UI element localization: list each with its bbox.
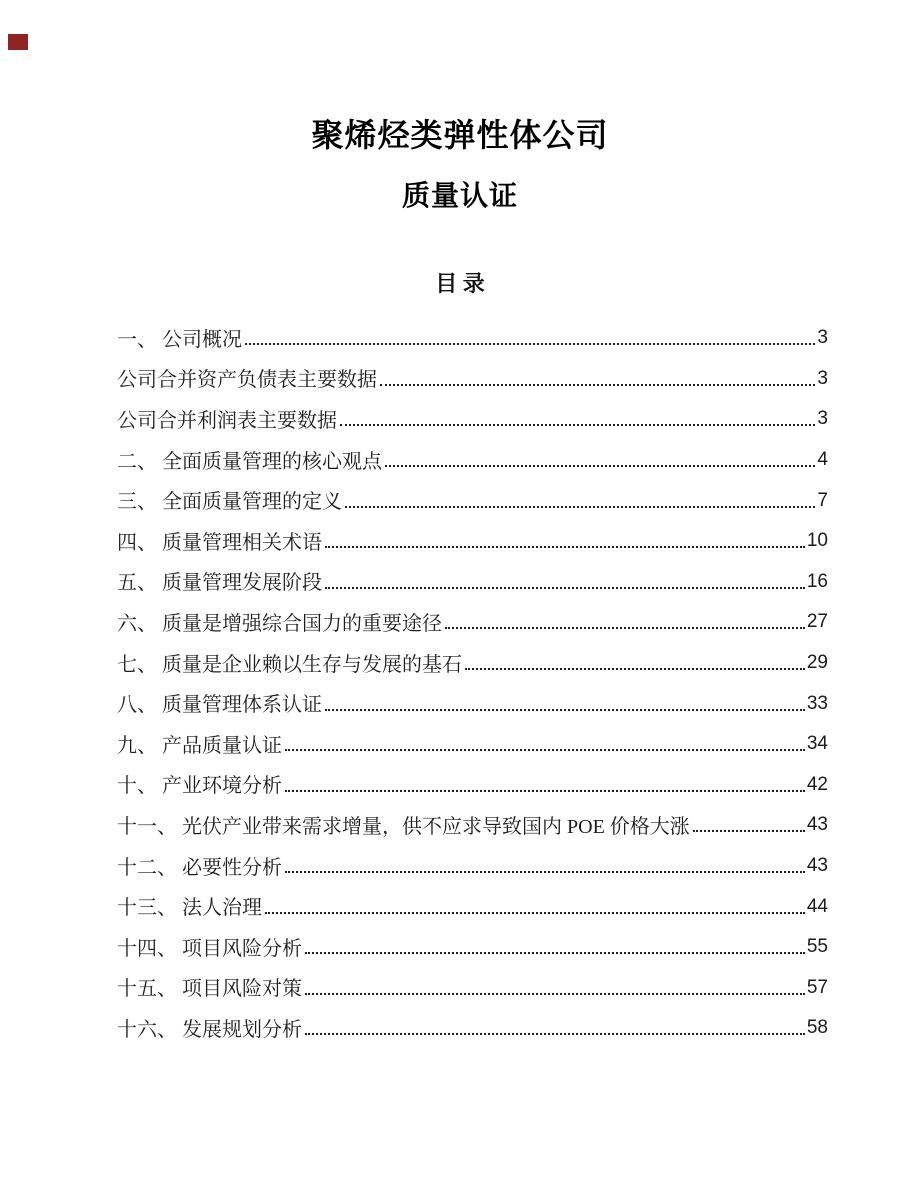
- toc-entry-page-number: 58: [806, 1017, 828, 1039]
- toc-dot-leader: [380, 384, 815, 386]
- toc-entry-page-number: 3: [817, 408, 828, 430]
- toc-entry-page-number: 27: [806, 611, 828, 633]
- toc-entry-label: 十五、 项目风险对策: [117, 978, 302, 1001]
- toc-entry-page-number: 33: [806, 692, 828, 714]
- toc-entry-label: 十一、 光伏产业带来需求增量，供不应求导致国内 POE 价格大涨: [117, 815, 690, 838]
- toc-entry-label: 十六、 发展规划分析: [117, 1018, 302, 1041]
- toc-entry[interactable]: [117, 845, 828, 886]
- toc-entry-page-number: 57: [806, 976, 828, 998]
- toc-entry[interactable]: [117, 317, 828, 358]
- toc-entry[interactable]: [117, 601, 828, 642]
- toc-entry-label: 七、 质量是企业赖以生存与发展的基石: [117, 653, 462, 676]
- toc-dot-leader: [325, 587, 805, 589]
- toc-dot-leader: [325, 709, 805, 711]
- toc-entry-label: 三、 全面质量管理的定义: [117, 491, 342, 514]
- toc-entry-page-number: 42: [806, 773, 828, 795]
- toc-entry-page-number: 4: [817, 449, 828, 471]
- toc-entry-label: 一、 公司概况: [117, 328, 242, 351]
- toc-entry[interactable]: [117, 479, 828, 520]
- toc-entry[interactable]: [117, 723, 828, 764]
- toc-dot-leader: [265, 912, 805, 914]
- toc-entry-page-number: 34: [806, 733, 828, 755]
- toc-entry[interactable]: [117, 682, 828, 723]
- toc-entry-page-number: 16: [806, 570, 828, 592]
- toc-dot-leader: [340, 424, 815, 426]
- toc-entry-label: 五、 质量管理发展阶段: [117, 572, 322, 595]
- toc-entry-page-number: 44: [806, 895, 828, 917]
- toc-entry-page-number: 10: [806, 530, 828, 552]
- toc-entry[interactable]: [117, 967, 828, 1008]
- toc-entry-label: 八、 质量管理体系认证: [117, 694, 322, 717]
- toc-entry[interactable]: [117, 764, 828, 805]
- toc-entry-page-number: 55: [806, 936, 828, 958]
- toc-entry-label: 十二、 必要性分析: [117, 856, 282, 879]
- toc-entry[interactable]: [117, 926, 828, 967]
- toc-dot-leader: [445, 627, 805, 629]
- toc-dot-leader: [693, 830, 805, 832]
- document-subtitle: 质量认证: [401, 180, 518, 211]
- toc-list: [117, 317, 828, 1048]
- toc-heading: 目 录: [435, 271, 485, 296]
- toc-dot-leader: [305, 1033, 805, 1035]
- toc-entry[interactable]: [117, 398, 828, 439]
- corner-mark: [8, 34, 28, 50]
- toc-entry-label: 公司合并资产负债表主要数据: [117, 369, 377, 392]
- toc-entry-page-number: 29: [806, 652, 828, 674]
- toc-dot-leader: [285, 871, 805, 873]
- toc-entry-label: 公司合并利润表主要数据: [117, 409, 337, 432]
- toc-entry-label: 六、 质量是增强综合国力的重要途径: [117, 612, 442, 635]
- toc-entry[interactable]: [117, 642, 828, 683]
- toc-dot-leader: [345, 506, 815, 508]
- toc-entry-page-number: 43: [806, 814, 828, 836]
- toc-entry-page-number: 7: [817, 489, 828, 511]
- toc-entry[interactable]: [117, 1007, 828, 1048]
- toc-dot-leader: [305, 993, 805, 995]
- toc-entry[interactable]: [117, 358, 828, 399]
- toc-dot-leader: [465, 668, 805, 670]
- toc-dot-leader: [285, 790, 805, 792]
- toc-dot-leader: [325, 546, 805, 548]
- toc-dot-leader: [285, 749, 805, 751]
- toc-dot-leader: [385, 465, 815, 467]
- toc-entry-label: 二、 全面质量管理的核心观点: [117, 450, 382, 473]
- toc-entry-label: 十四、 项目风险分析: [117, 937, 302, 960]
- toc-entry[interactable]: [117, 520, 828, 561]
- toc-dot-leader: [245, 343, 815, 345]
- toc-entry-page-number: 43: [806, 855, 828, 877]
- toc-entry[interactable]: [117, 561, 828, 602]
- toc-entry-page-number: 3: [817, 367, 828, 389]
- toc-dot-leader: [305, 952, 805, 954]
- toc-entry-label: 十三、 法人治理: [117, 897, 262, 920]
- toc-entry-label: 十、 产业环境分析: [117, 775, 282, 798]
- toc-entry[interactable]: [117, 885, 828, 926]
- document-title: 聚烯烃类弹性体公司: [311, 117, 609, 153]
- toc-entry-label: 四、 质量管理相关术语: [117, 531, 322, 554]
- toc-entry[interactable]: [117, 804, 828, 845]
- toc-entry[interactable]: [117, 439, 828, 480]
- toc-entry-page-number: 3: [817, 327, 828, 349]
- toc-entry-label: 九、 产品质量认证: [117, 734, 282, 757]
